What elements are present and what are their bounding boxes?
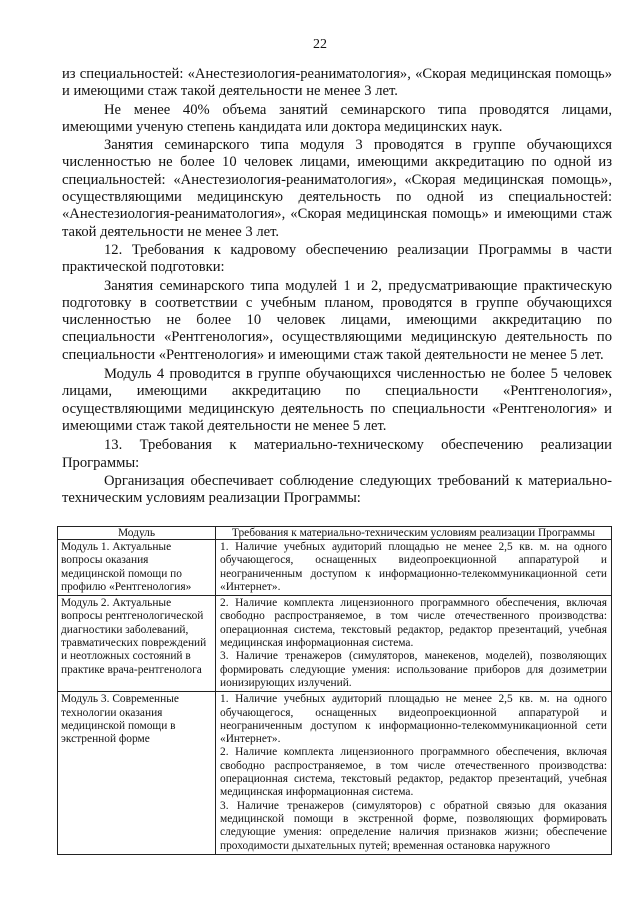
module-cell: Модуль 1. Актуальные вопросы оказания медицинской помощи по профилю «Рентгенология» [58,540,216,596]
section-heading-13: 13. Требования к материально-техническому обеспечению реализации Программы: [62,437,612,471]
module-cell: Модуль 3. Современные технологии оказания медицинской помощи в экстренной форме [58,692,216,855]
table-header-row [58,527,612,540]
paragraph: из специальностей: «Анестезиология-реаниматология», «Скорая медицинская помощь» и имеющими стаж такой деятельности не менее 3 лет. [62,66,612,100]
table-row [58,692,612,855]
module-cell: Модуль 2. Актуальные вопросы рентгенологической диагностики заболеваний, травматических повреждений и неотложных состояний в практике врача-рентгенолога [58,596,216,692]
paragraph: Не менее 40% объема занятий семинарского типа проводятся лицами, имеющими ученую степень кандидата или доктора медицинских наук. [62,101,612,135]
requirements-cell [216,540,612,596]
column-header-module: Модуль [58,527,216,540]
requirement-item: 2. Наличие комплекта лицензионного программного обеспечения, включая свободно распространяемое, в том числе отечественного производства: операционная система, текстовый редактор, редактор презентаций, учебная медицинская информационная система. [220,746,607,799]
requirement-item: 1. Наличие учебных аудиторий площадью не менее 2,5 кв. м. на одного обучающегося, оснащенных видеопроекционной аппаратурой и неограниченным доступом к информационно-телекоммуникационной сети «Интернет». [220,693,607,746]
paragraph: Организация обеспечивает соблюдение следующих требований к материально-техническим условиям реализации Программы: [62,472,612,507]
paragraph: Модуль 4 проводится в группе обучающихся численностью не более 5 человек лицами, имеющими аккредитацию по специальности «Рентгенология», осуществляющими медицинскую деятельность по специальности «Рентгенология» и имеющими стаж такой деятельности не менее 5 лет. [62,366,612,434]
section-heading-12: 12. Требования к кадровому обеспечению реализации Программы в части практической подготовки: [62,241,612,276]
page-number: 22 [313,37,327,52]
requirements-cell [216,692,612,855]
requirement-item: 3. Наличие тренажеров (симуляторов, манекенов, моделей), позволяющих формировать следующие умения: использование приборов для дозиметрии ионизирующих излучений. [220,650,607,689]
table-row [58,596,612,692]
requirement-item: 1. Наличие учебных аудиторий площадью не менее 2,5 кв. м. на одного обучающегося, оснащенных видеопроекционной аппаратурой и неограниченным доступом к информационно-телекоммуникационной сети «Интернет». [220,541,607,593]
requirement-item: 2. Наличие комплекта лицензионного программного обеспечения, включая свободно распространяемое, в том числе отечественного производства: операционная система, текстовый редактор, редактор презентаций, учебная медицинская информационная система. [220,597,607,650]
requirement-item: 3. Наличие тренажеров (симуляторов) с обратной связью для оказания медицинской помощи в экстренной форме, позволяющих формировать следующие умения: определение наличия признаков жизни; обеспечение проходимости дыхательных путей; временная остановка наружного [220,799,607,852]
table-row [58,540,612,596]
paragraph: Занятия семинарского типа модулей 1 и 2, предусматривающие практическую подготовку в соответствии с учебным планом, проводятся в группе обучающихся численностью не более 10 человек лицами, имеющими аккредитацию по специальности «Рентгенология», осуществляющими медицинскую деятельность по специальности «Рентгенология» и имеющими стаж такой деятельности не менее 5 лет. [62,277,612,363]
body-text [62,66,612,508]
paragraph: Занятия семинарского типа модуля 3 проводятся в группе обучающихся численностью не более 10 человек лицами, имеющими аккредитацию по одной из специальностей: «Анестезиология-реаниматология», «Скорая медицинская помощь», осуществляющими медицинскую деятельность по одной из специальностей: «Анестезиология-реаниматология», «Скорая медицинская помощь» и имеющими стаж такой деятельности не менее 3 лет. [62,137,612,240]
requirements-table [57,526,612,855]
requirements-cell [216,596,612,692]
column-header-requirements: Требования к материально-техническим условиям реализации Программы [216,527,612,540]
